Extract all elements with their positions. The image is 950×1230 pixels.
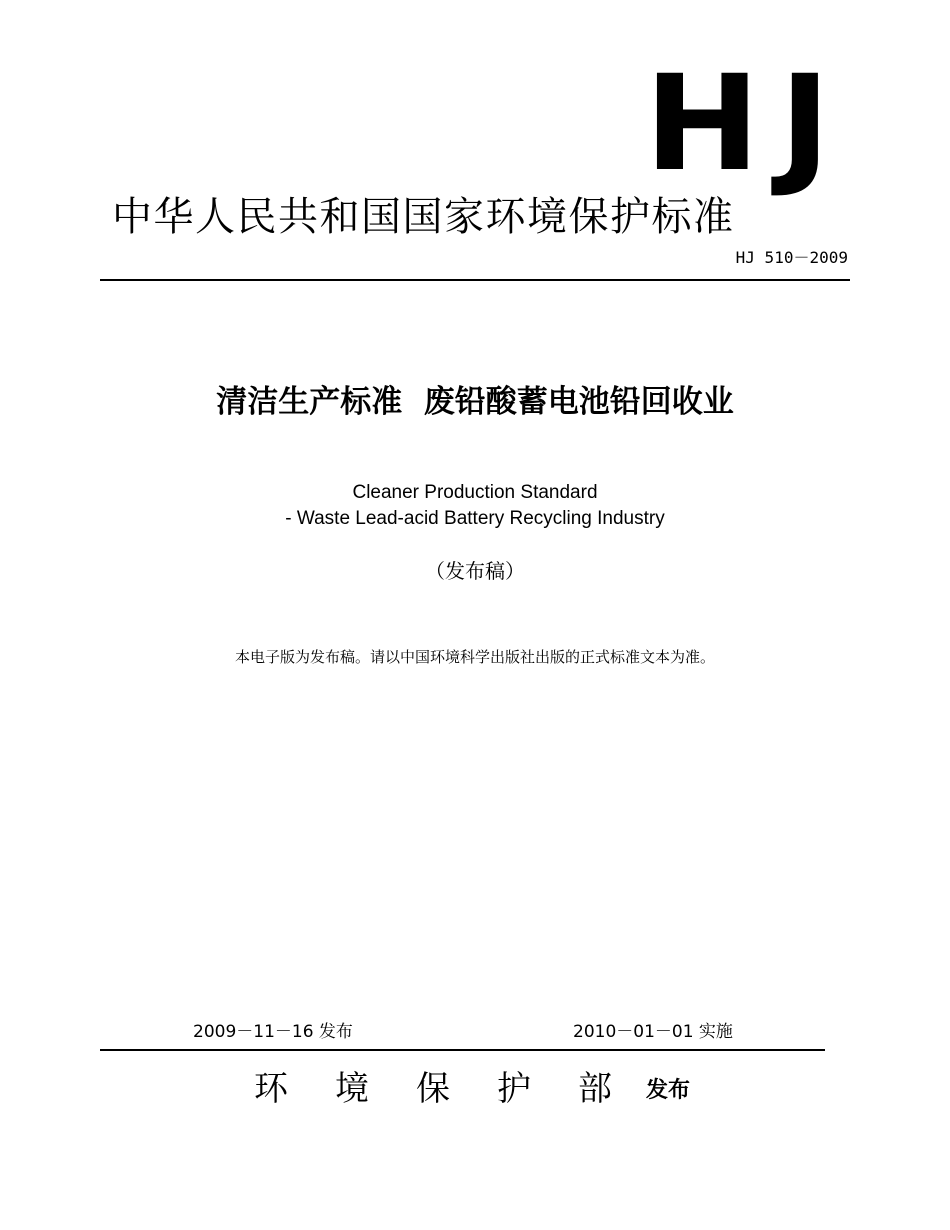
issuer-name: 环境保护部: [254, 1069, 659, 1109]
english-title: [0, 480, 950, 532]
release-date: 2009－11－16 发布: [193, 1022, 353, 1042]
notice-text: 本电子版为发布稿。请以中国环境科学出版社出版的正式标准文本为准。: [234, 648, 715, 666]
issuer-suffix: 发布: [646, 1078, 691, 1103]
standard-code: HJ 510－2009: [735, 248, 848, 267]
hj-logo: HJ: [644, 47, 850, 201]
english-title-line-1: Cleaner Production Standard: [352, 482, 598, 503]
english-title-line-2: - Waste Lead-acid Battery Recycling Industry: [285, 508, 665, 529]
top-divider: [100, 279, 850, 281]
document-title: 清洁生产标准 废铅酸蓄电池铅回收业: [216, 384, 734, 420]
effective-date: 2010－01－01 实施: [573, 1022, 733, 1042]
bottom-divider: [100, 1049, 825, 1051]
draft-label: （发布稿）: [425, 559, 525, 583]
standard-title: 中华人民共和国国家环境保护标准: [112, 194, 735, 240]
